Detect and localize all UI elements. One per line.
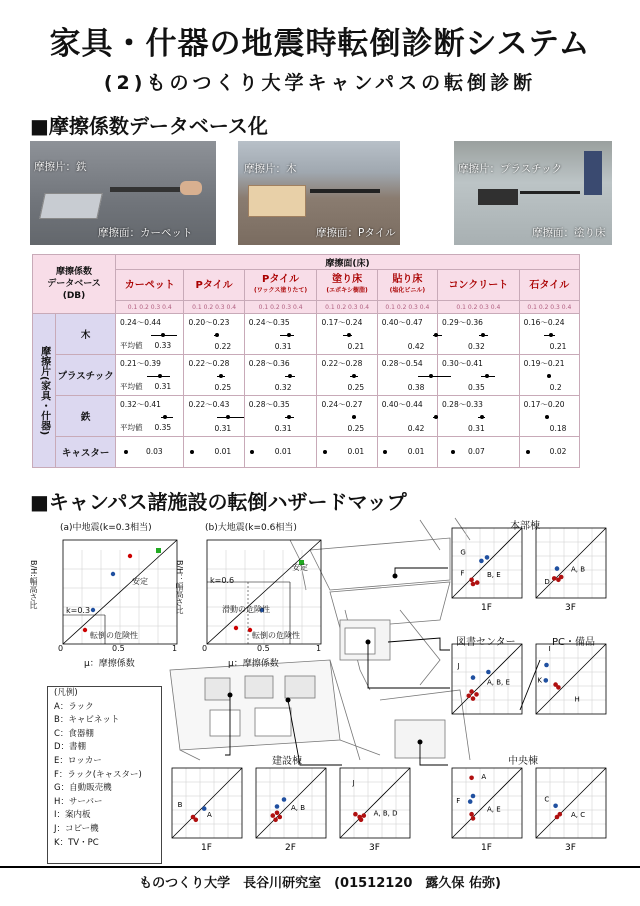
legend-item: I：案内板 (54, 810, 91, 821)
avg-dot (547, 374, 551, 378)
friction-cell (377, 314, 437, 355)
point-blue (555, 566, 560, 571)
avg-dot (549, 333, 553, 337)
point-red (471, 582, 476, 587)
boundary-line (452, 528, 522, 598)
point-red (558, 812, 563, 817)
friction-cell (244, 396, 317, 437)
range-text: 0.40～0.47 (381, 318, 423, 327)
range-text: 0.40～0.44 (381, 400, 423, 409)
range-text: 0.16～0.24 (523, 318, 565, 327)
footer-credit: ものつくり大学 長谷川研究室 (01512120 露久保 佑弥) (0, 866, 640, 891)
row-name: キャスター (56, 437, 116, 468)
tick-0: 0 (58, 644, 64, 653)
label-kensetsu: 建設棟 (272, 756, 302, 767)
label-pc: PC・備品 (552, 637, 596, 648)
range-text: 0.22～0.28 (321, 359, 363, 368)
friction-cell (438, 314, 520, 355)
point-blue (479, 559, 484, 564)
friction-cell (317, 437, 377, 468)
point-blue (275, 804, 280, 809)
avg-value: 0.33 (154, 341, 172, 350)
photo-label-piece: 摩擦片：木 (244, 163, 297, 175)
avg-text (120, 340, 171, 351)
legend-item: A：ラック (54, 701, 94, 712)
avg-value: 0.31 (214, 424, 232, 433)
legend-title: (凡例) (54, 688, 78, 698)
range-text: 0.20～0.23 (188, 318, 230, 327)
building-plot (536, 528, 610, 613)
plot-label: G (460, 548, 466, 557)
material-note: (エポキシ樹脂) (326, 287, 368, 294)
avg-dot (451, 450, 455, 454)
friction-cell (244, 355, 317, 396)
point-blue (202, 806, 207, 811)
avg-dot (215, 333, 219, 337)
material-name: Pタイル (262, 274, 300, 285)
avg-dot (323, 450, 327, 454)
avg-text (550, 383, 562, 392)
plot-label: H (574, 695, 580, 704)
range-text: 0.28～0.36 (248, 359, 290, 368)
avg-value: 0.42 (407, 424, 425, 433)
friction-cell (519, 314, 579, 355)
table-row (33, 314, 580, 355)
photo-wood-ptile (238, 141, 400, 245)
friction-cell (317, 355, 377, 396)
range-text: 0.19～0.21 (523, 359, 565, 368)
label-library: 図書センター (456, 637, 516, 648)
legend-item: C：食器棚 (54, 728, 94, 739)
diagram-b-slide: 滑動の危険性 (222, 605, 270, 614)
friction-cell (244, 314, 317, 355)
section-hazard-map: ■キャンパス諸施設の転倒ハザードマップ (30, 490, 407, 514)
point-red (469, 776, 474, 781)
plot-label: D (544, 578, 550, 586)
avg-text (347, 342, 364, 351)
material-header (244, 270, 317, 301)
row-name: 木 (56, 314, 116, 355)
avg-dot (161, 333, 165, 337)
floor-label: 1F (481, 603, 492, 613)
friction-cell (244, 437, 317, 468)
avg-dot (429, 374, 433, 378)
friction-cell (184, 437, 244, 468)
friction-cell (377, 396, 437, 437)
label-honbu: 本部棟 (510, 521, 540, 532)
legend-item: H：サーバー (54, 796, 103, 807)
avg-value: 0.18 (549, 424, 567, 433)
avg-text (550, 424, 567, 433)
avg-text (214, 342, 231, 351)
db-label (33, 255, 116, 314)
scale-label: 0.1 0.2 0.3 0.4 (377, 301, 437, 314)
friction-cell (438, 355, 520, 396)
point-red (552, 576, 557, 581)
avg-value: 0.25 (347, 383, 365, 392)
point-red (359, 818, 364, 823)
avg-value: 0.01 (347, 447, 365, 456)
legend-box (47, 686, 162, 864)
db-label-text: 摩擦係数 データベース (DB) (47, 267, 101, 301)
range-text: 0.22～0.43 (188, 400, 230, 409)
point-blue (471, 675, 476, 680)
avg-text (468, 342, 485, 351)
avg-value: 0.01 (407, 447, 425, 456)
avg-value: 0.21 (549, 342, 567, 351)
point-red (469, 812, 474, 817)
row-name: プラスチック (56, 355, 116, 396)
avg-value: 0.01 (214, 447, 232, 456)
label-chuo: 中央棟 (508, 756, 538, 767)
photo-label-surface: 摩擦面：カーペット (98, 227, 193, 239)
avg-value: 0.22 (214, 342, 232, 351)
material-name: 貼り床 (392, 274, 423, 285)
friction-cell (377, 437, 437, 468)
point-red (275, 811, 280, 816)
legend-item: K：TV・PC (54, 837, 99, 848)
avg-value: 0.03 (146, 447, 163, 456)
friction-cell (184, 355, 244, 396)
avg-value: 0.31 (468, 424, 485, 433)
avg-value: 0.42 (407, 342, 425, 351)
point-blue (544, 663, 549, 668)
plot-label: F (456, 797, 461, 805)
plot-label: A, E (487, 805, 501, 814)
friction-cell (377, 355, 437, 396)
point-red (467, 694, 472, 699)
diagram-a-xlabel: μ：摩擦係数 (84, 659, 135, 669)
friction-cell (116, 437, 184, 468)
photo-plastic-coated (454, 141, 612, 245)
avg-value: 0.25 (214, 383, 232, 392)
point-red (556, 685, 561, 690)
material-name: Pタイル (195, 279, 233, 291)
floor-label: 1F (481, 843, 492, 853)
building-plot (452, 528, 526, 613)
range-text: 0.17～0.24 (321, 318, 363, 327)
legend-item: G：自動販売機 (54, 783, 112, 794)
tick-0: 0 (202, 644, 208, 653)
avg-text (275, 383, 292, 392)
point-red (474, 692, 479, 697)
table-row (33, 355, 580, 396)
boundary-line (536, 528, 606, 598)
point-red (271, 813, 276, 818)
avg-text (408, 383, 425, 392)
plot-label: A, B (571, 565, 586, 574)
friction-cell (317, 396, 377, 437)
floor-label: 2F (285, 843, 296, 853)
point-red (471, 696, 476, 701)
point-red (353, 812, 358, 817)
avg-dot (288, 374, 292, 378)
legend-item: D：書棚 (54, 742, 87, 753)
avg-value: 0.32 (274, 383, 292, 392)
point-red (559, 575, 564, 580)
photo-iron-carpet (30, 141, 216, 245)
building-plot (452, 644, 526, 718)
avg-dot (383, 450, 387, 454)
plot-label: A (481, 773, 487, 782)
legend-item: F：ラック(キャスター) (54, 769, 142, 780)
legend-item: J：コピー機 (54, 823, 99, 834)
avg-value: 0.2 (549, 383, 562, 392)
avg-dot (124, 450, 128, 454)
point-blue (468, 799, 473, 804)
diagram-b-safe: 安定 (292, 563, 308, 572)
material-header (116, 270, 184, 301)
plot-label: B, E (487, 571, 501, 579)
building-plot (172, 768, 246, 853)
avg-value: 0.35 (154, 423, 172, 432)
photo-label-surface: 摩擦面：Pタイル (316, 227, 396, 239)
plot-label: J (457, 661, 460, 670)
photo-label-piece: 摩擦片：鉄 (34, 161, 87, 173)
range-text: 0.24～0.35 (248, 318, 290, 327)
diagram-a (63, 540, 177, 644)
boundary-line (172, 768, 242, 838)
tick-1: 1 (172, 644, 178, 653)
material-name: 石タイル (529, 279, 570, 291)
avg-value: 0.31 (274, 424, 292, 433)
plot-label: A, C (571, 811, 586, 819)
scale-label: 0.1 0.2 0.3 0.4 (116, 301, 184, 314)
photo-label-piece: 摩擦片：プラスチック (458, 163, 563, 175)
scale-label: 0.1 0.2 0.3 0.4 (519, 301, 579, 314)
material-header (184, 270, 244, 301)
diagram-b (207, 540, 321, 644)
point-blue (471, 794, 476, 799)
avg-dot (485, 374, 489, 378)
avg-text (550, 342, 567, 351)
avg-dot (545, 415, 549, 419)
diagram-b-k: k=0.6 (210, 576, 235, 585)
tick-05: 0.5 (257, 644, 270, 653)
avg-text (408, 342, 425, 351)
photo-label-surface: 摩擦面：塗り床 (532, 227, 606, 239)
point-red (362, 813, 367, 818)
plot-label: J (352, 778, 355, 787)
boundary-line (256, 768, 326, 838)
scale-label: 0.1 0.2 0.3 0.4 (184, 301, 244, 314)
friction-cell (317, 314, 377, 355)
avg-text (275, 424, 292, 433)
point-blue (282, 797, 287, 802)
range-text: 0.21～0.39 (120, 359, 161, 368)
plot-label: A, B, E (487, 678, 510, 687)
avg-dot (526, 450, 530, 454)
avg-value: 0.32 (468, 342, 485, 351)
row-name: 鉄 (56, 396, 116, 437)
friction-cell (438, 437, 520, 468)
range-text: 0.32～0.41 (120, 400, 161, 409)
plot-label: A, B, D (373, 809, 398, 818)
range-text: 0.24～0.27 (321, 400, 363, 409)
avg-value: 0.38 (407, 383, 425, 392)
point-blue (544, 678, 549, 683)
tick-05: 0.5 (112, 644, 125, 653)
point-blue (485, 555, 490, 560)
avg-value: 0.01 (274, 447, 292, 456)
diagram-a-safe: 安定 (132, 577, 148, 586)
plot-label: A (207, 811, 212, 819)
range-text: 0.29～0.36 (442, 318, 483, 327)
avg-dot (352, 374, 356, 378)
avg-value: 0.25 (347, 424, 365, 433)
plot-label: F (460, 569, 465, 578)
avg-text (468, 383, 485, 392)
diagram-a-k: k=0.3 (66, 606, 91, 615)
friction-cell (184, 314, 244, 355)
avg-dot (347, 333, 351, 337)
diagram-a-risk: 転倒の危険性 (90, 631, 138, 640)
avg-value: 0.35 (468, 383, 485, 392)
legend-item: E：ロッカー (54, 755, 102, 766)
range-text: 0.30～0.41 (442, 359, 483, 368)
diagram-b-title: (b)大地震(k=0.6相当) (205, 523, 297, 533)
boundary-line (452, 768, 522, 838)
friction-table (32, 254, 580, 468)
material-note: (ワックス塗りたて) (254, 287, 308, 294)
point-blue (486, 670, 491, 675)
scale-label: 0.1 0.2 0.3 0.4 (438, 301, 520, 314)
floor-label: 3F (565, 603, 576, 613)
range-bar (217, 417, 244, 418)
material-name: カーペット (124, 279, 175, 291)
avg-text (347, 383, 364, 392)
friction-cell (438, 396, 520, 437)
scale-label: 0.1 0.2 0.3 0.4 (317, 301, 377, 314)
plot-label: I (548, 645, 551, 653)
diagram-b-ylabel: B/H：幅高さ比 (175, 560, 184, 615)
avg-text (347, 424, 364, 433)
diagram-a-title: (a)中地震(k=0.3相当) (60, 523, 152, 533)
avg-dot (480, 415, 484, 419)
point-red (471, 816, 476, 821)
range-text: 0.28～0.54 (381, 359, 423, 368)
avg-value: 0.07 (468, 447, 485, 456)
material-header (317, 270, 377, 301)
avg-text (468, 424, 485, 433)
avg-text (120, 422, 171, 433)
avg-text (408, 424, 425, 433)
floor-header: 摩擦面(床) (116, 255, 580, 270)
point-blue (553, 804, 558, 809)
friction-cell (116, 355, 184, 396)
friction-cell (519, 355, 579, 396)
boundary-line (340, 768, 410, 838)
plot-label: B (177, 801, 183, 810)
diagram-b-risk: 転倒の危険性 (252, 631, 300, 640)
building-plot (256, 768, 330, 853)
floor-label: 3F (565, 843, 576, 853)
building-plot (340, 768, 414, 853)
tick-1: 1 (316, 644, 322, 653)
section-friction-db: ■摩擦係数データベース化 (30, 114, 268, 138)
material-header (438, 270, 520, 301)
diagram-a-ylabel: B/H:幅高さ比 (29, 560, 38, 609)
avg-dot (219, 374, 223, 378)
friction-cell (116, 396, 184, 437)
point-red (278, 815, 283, 820)
avg-value: 0.31 (274, 342, 292, 351)
range-text: 0.28～0.33 (442, 400, 483, 409)
table-row (33, 396, 580, 437)
table-row (33, 437, 580, 468)
plot-label: C (544, 795, 550, 804)
range-text: 0.24～0.44 (120, 318, 161, 327)
material-header (519, 270, 579, 301)
avg-dot (287, 333, 291, 337)
range-text: 0.17～0.20 (523, 400, 565, 409)
avg-dot (250, 450, 254, 454)
page-subtitle: (2)ものつくり大学キャンパスの転倒診断 (103, 72, 537, 94)
range-text: 0.22～0.28 (188, 359, 230, 368)
page-title: 家具・什器の地震時転倒診断システム (49, 26, 591, 62)
avg-dot (158, 374, 162, 378)
point-red (273, 818, 278, 823)
avg-dot (352, 415, 356, 419)
material-name: 塗り床 (332, 274, 363, 285)
building-plot (452, 768, 526, 853)
avg-value: 0.02 (549, 447, 567, 456)
building-plot (536, 768, 610, 853)
avg-text (214, 383, 231, 392)
avg-label: 平均値 (120, 423, 143, 432)
avg-dot (287, 415, 291, 419)
point-red (469, 578, 474, 583)
avg-value: 0.21 (347, 342, 365, 351)
friction-cell (184, 396, 244, 437)
avg-dot (163, 415, 167, 419)
friction-cell (519, 396, 579, 437)
floor-label: 1F (201, 843, 212, 853)
avg-text (275, 342, 292, 351)
range-text: 0.28～0.35 (248, 400, 290, 409)
point-red (475, 580, 480, 585)
floor-label: 3F (369, 843, 380, 853)
side-label: 摩擦片(家具・什器) (33, 314, 56, 468)
plot-label: K (537, 676, 542, 685)
scale-label: 0.1 0.2 0.3 0.4 (244, 301, 317, 314)
building-plot (536, 644, 610, 718)
avg-text (120, 381, 171, 392)
friction-cell (519, 437, 579, 468)
material-note: (塩化ビニル) (389, 287, 426, 294)
avg-text (214, 424, 231, 433)
plot-label: A, B (291, 804, 306, 812)
point-red (194, 818, 199, 823)
material-name: コンクリート (448, 279, 509, 291)
avg-label: 平均値 (120, 341, 143, 350)
avg-dot (481, 333, 485, 337)
friction-cell (116, 314, 184, 355)
material-header (377, 270, 437, 301)
point-red (469, 689, 474, 694)
avg-label: 平均値 (120, 382, 143, 391)
avg-dot (226, 415, 230, 419)
diagram-b-xlabel: μ：摩擦係数 (228, 659, 279, 669)
legend-item: B：キャビネット (54, 715, 120, 726)
avg-value: 0.31 (154, 382, 172, 391)
avg-dot (190, 450, 194, 454)
